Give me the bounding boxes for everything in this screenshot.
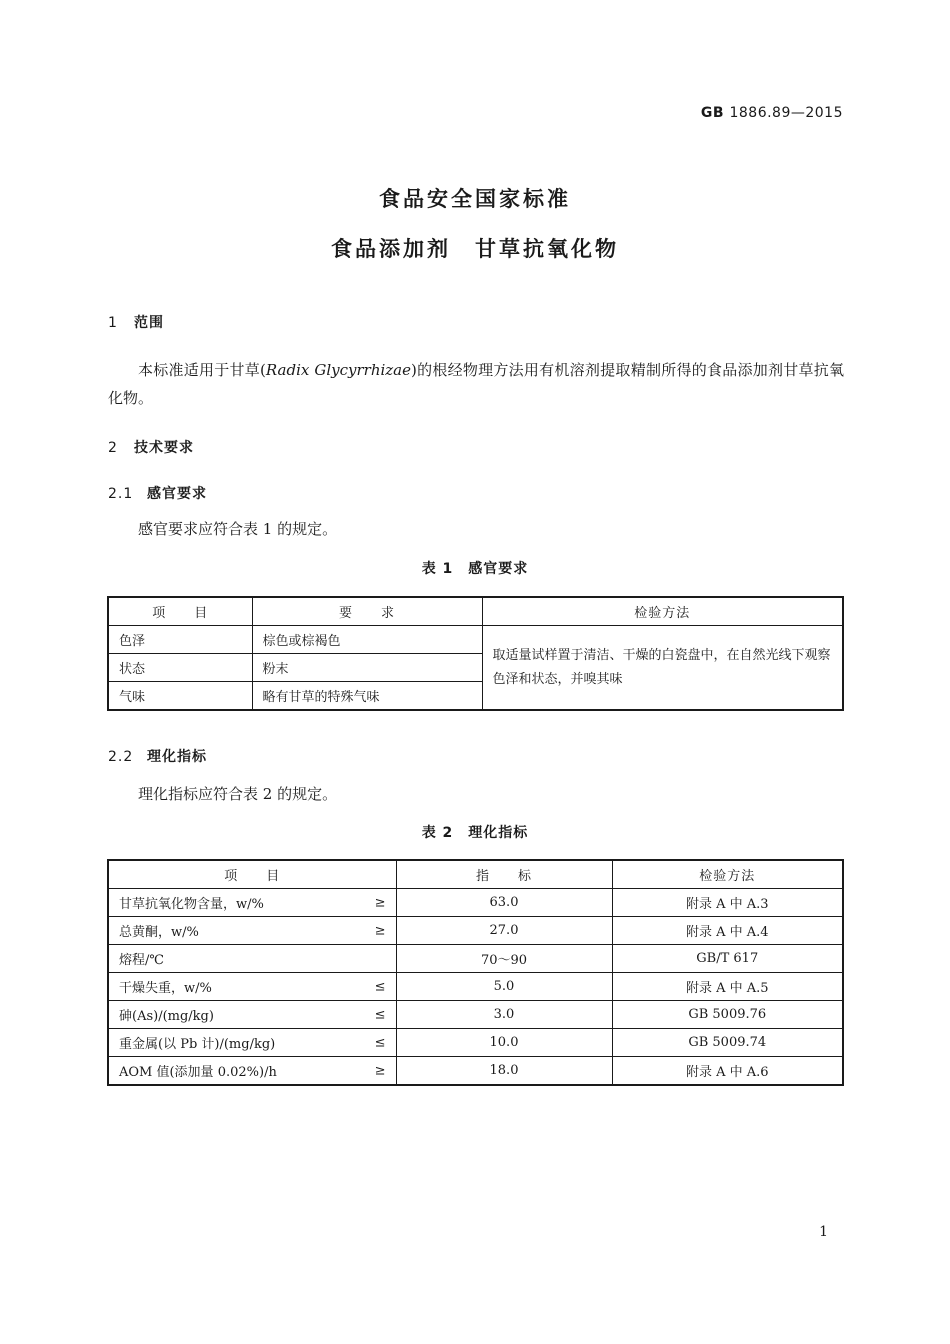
section-number: 2 (108, 440, 118, 456)
item-cell: 状态 (108, 654, 252, 682)
section-2-2-paragraph: 理化指标应符合表 2 的规定。 (138, 785, 338, 803)
value-cell: 27.0 (396, 917, 612, 945)
comparison-symbol: ≤ (374, 1007, 386, 1022)
table-1 (107, 596, 844, 711)
table-row (108, 917, 843, 945)
document-title: 食品安全国家标准 (379, 187, 571, 211)
table-1-caption: 表 1 感官要求 (421, 561, 529, 577)
value-cell: 70～90 (396, 945, 612, 973)
comparison-symbol: ≥ (374, 895, 386, 910)
column-header: 指 标 (396, 860, 612, 889)
column-header: 检验方法 (612, 860, 843, 889)
section-title: 理化指标 (147, 749, 207, 765)
column-header: 检验方法 (482, 597, 843, 626)
section-number: 1 (108, 315, 118, 331)
item-label: 砷(As)/(mg/kg) (119, 1009, 214, 1024)
item-cell: 气味 (108, 682, 252, 711)
table-2 (107, 859, 844, 1086)
method-cell: 附录 A 中 A.3 (612, 889, 843, 917)
method-cell: GB 5009.76 (612, 1001, 843, 1029)
value-cell: 5.0 (396, 973, 612, 1001)
table-header-row (108, 860, 843, 889)
paragraph-text: 本标准适用于甘草( (138, 361, 266, 379)
method-cell: 取适量试样置于清洁、干燥的白瓷盘中，在自然光线下观察色泽和状态，并嗅其味 (482, 626, 843, 711)
section-number: 2.1 (108, 486, 134, 502)
section-2-heading (108, 437, 194, 457)
table-row (108, 945, 843, 973)
method-cell: 附录 A 中 A.6 (612, 1057, 843, 1086)
item-label: 重金属(以 Pb 计)/(mg/kg) (119, 1037, 276, 1052)
table-row (108, 1057, 843, 1086)
column-header: 项 目 (108, 860, 396, 889)
item-cell (108, 917, 396, 945)
value-cell: 18.0 (396, 1057, 612, 1086)
section-number: 2.2 (108, 749, 134, 765)
item-label: AOM 值(添加量 0.02%)/h (119, 1065, 277, 1080)
item-label: 总黄酮，w/% (119, 925, 199, 940)
comparison-symbol: ≤ (374, 979, 386, 994)
table-row (108, 626, 843, 654)
comparison-symbol: ≥ (374, 1063, 386, 1078)
column-header: 要 求 (252, 597, 482, 626)
table-row (108, 1029, 843, 1057)
comparison-symbol: ≤ (374, 1035, 386, 1050)
item-cell (108, 1057, 396, 1086)
item-cell: 色泽 (108, 626, 252, 654)
column-header: 项 目 (108, 597, 252, 626)
standard-code (701, 105, 843, 121)
page-number: 1 (819, 1224, 828, 1240)
item-cell (108, 973, 396, 1001)
section-title: 范围 (134, 315, 164, 331)
section-1-paragraph (108, 356, 844, 412)
item-label: 熔程/℃ (119, 953, 164, 968)
requirement-cell: 棕色或棕褐色 (252, 626, 482, 654)
table-header-row (108, 597, 843, 626)
table-row (108, 1001, 843, 1029)
value-cell: 3.0 (396, 1001, 612, 1029)
document-subtitle: 食品添加剂 甘草抗氧化物 (331, 237, 619, 261)
section-title: 感官要求 (147, 486, 207, 502)
item-cell (108, 1029, 396, 1057)
section-title: 技术要求 (134, 440, 194, 456)
latin-name: Radix Glycyrrhizae (265, 361, 412, 379)
section-2-1-heading (108, 483, 207, 503)
item-cell (108, 1001, 396, 1029)
section-2-1-paragraph: 感官要求应符合表 1 的规定。 (138, 520, 338, 538)
table-row (108, 973, 843, 1001)
table-row (108, 889, 843, 917)
standard-number: 1886.89—2015 (729, 105, 843, 121)
method-cell: 附录 A 中 A.4 (612, 917, 843, 945)
method-cell: 附录 A 中 A.5 (612, 973, 843, 1001)
value-cell: 10.0 (396, 1029, 612, 1057)
item-cell (108, 945, 396, 973)
section-1-heading (108, 312, 164, 332)
comparison-symbol: ≥ (374, 923, 386, 938)
value-cell: 63.0 (396, 889, 612, 917)
standard-prefix: GB (700, 105, 725, 121)
item-label: 甘草抗氧化物含量，w/% (119, 897, 264, 912)
item-cell (108, 889, 396, 917)
method-cell: GB/T 617 (612, 945, 843, 973)
paragraph-text: )的根经物理方法用有机溶剂提取精制所得的食品添加剂甘草抗氧化物。 (108, 361, 845, 407)
requirement-cell: 粉末 (252, 654, 482, 682)
section-2-2-heading (108, 746, 207, 766)
table-2-caption: 表 2 理化指标 (421, 825, 529, 841)
method-cell: GB 5009.74 (612, 1029, 843, 1057)
requirement-cell: 略有甘草的特殊气味 (252, 682, 482, 711)
item-label: 干燥失重，w/% (119, 981, 212, 996)
